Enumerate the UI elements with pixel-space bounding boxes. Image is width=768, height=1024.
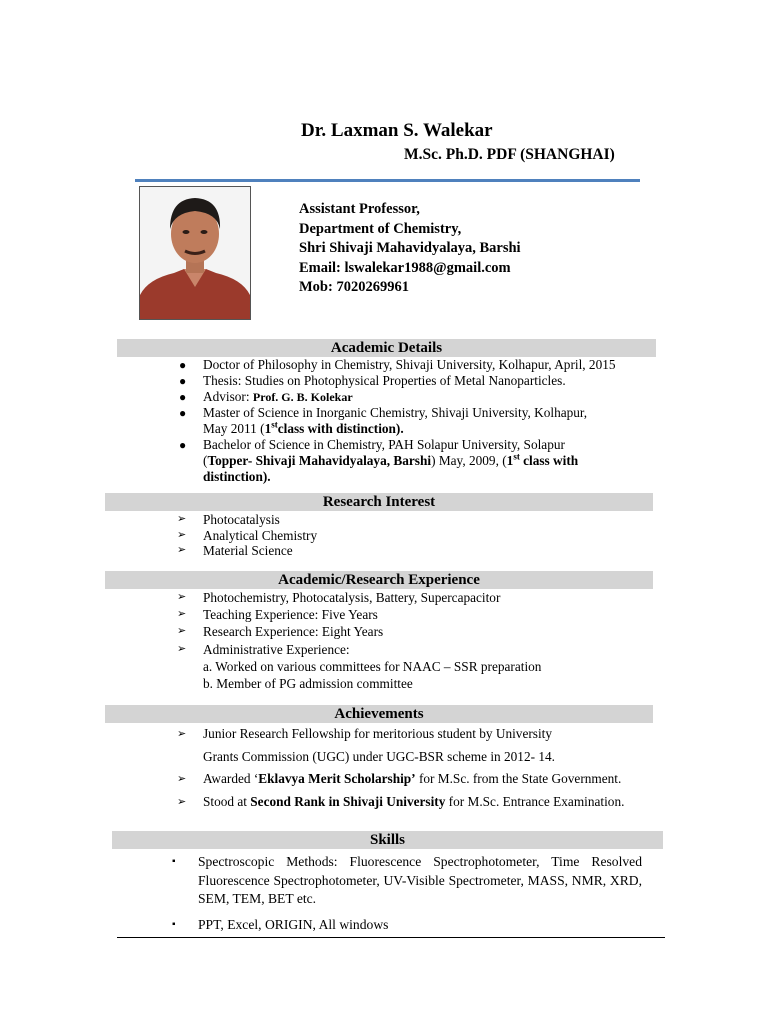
list-item: ● Advisor: Prof. G. B. Kolekar bbox=[179, 389, 353, 404]
achievements-list bbox=[175, 723, 655, 813]
footer-divider bbox=[117, 937, 665, 938]
list-item: ▪ Spectroscopic Methods: Fluorescence Spectrophotometer, Time Resolved Fluorescence Spectrophotometer, UV-Visible Spectrometer, MASS, NMR, XRD, SEM, TEM, BET etc. bbox=[172, 854, 642, 906]
list-item: ➢ Awarded ‘Eklavya Merit Scholarship’ for M.Sc. from the State Government. bbox=[175, 768, 655, 791]
square-bullet-icon: ▪ bbox=[172, 856, 176, 867]
sub-item: a. Worked on various committees for NAAC – SSR preparation bbox=[203, 658, 542, 674]
arrow-bullet-icon: ➢ bbox=[177, 728, 187, 740]
academic-list bbox=[175, 357, 645, 485]
list-item: ➢ Research Experience: Eight Years bbox=[177, 624, 384, 640]
arrow-bullet-icon: ➢ bbox=[177, 795, 187, 808]
position-title: Assistant Professor, bbox=[299, 201, 420, 217]
list-item: ➢ Photochemistry, Photocatalysis, Battery, Supercapacitor bbox=[177, 590, 501, 605]
mobile: Mob: 7020269961 bbox=[299, 279, 409, 295]
list-item: ● Thesis: Studies on Photophysical Properties of Metal Nanoparticles. bbox=[179, 373, 566, 388]
arrow-bullet-icon: ➢ bbox=[177, 544, 187, 556]
research-interest-list bbox=[175, 512, 645, 559]
experience-list bbox=[175, 589, 645, 692]
list-item: ▪ PPT, Excel, ORIGIN, All windows bbox=[172, 916, 642, 935]
arrow-bullet-icon: ➢ bbox=[177, 608, 187, 621]
arrow-bullet-icon: ➢ bbox=[177, 513, 187, 525]
list-item: ➢ Junior Research Fellowship for meritorious student by University Grants Commission (UGC) under UGC-BSR scheme in 2012- 14. bbox=[175, 723, 655, 768]
list-item: ● Doctor of Philosophy in Chemistry, Shivaji University, Kolhapur, April, 2015 bbox=[179, 357, 616, 372]
institution: Shri Shivaji Mahavidyalaya, Barshi bbox=[299, 240, 521, 256]
bullet-icon: ● bbox=[179, 374, 187, 388]
section-header-research-interest: Research Interest bbox=[105, 493, 653, 511]
section-header-skills: Skills bbox=[112, 831, 663, 849]
arrow-bullet-icon: ➢ bbox=[177, 642, 187, 655]
resume-name: Dr. Laxman S. Walekar bbox=[301, 120, 493, 141]
section-header-experience: Academic/Research Experience bbox=[105, 571, 653, 589]
arrow-bullet-icon: ➢ bbox=[177, 625, 187, 638]
bullet-icon: ● bbox=[179, 358, 187, 372]
portrait-image bbox=[140, 187, 250, 319]
list-item: ➢ Teaching Experience: Five Years bbox=[177, 607, 378, 623]
section-header-achievements: Achievements bbox=[105, 705, 653, 723]
profile-photo bbox=[139, 186, 251, 320]
email: Email: lswalekar1988@gmail.com bbox=[299, 259, 511, 276]
square-bullet-icon: ▪ bbox=[172, 918, 176, 930]
bullet-icon: ● bbox=[179, 438, 187, 452]
department: Department of Chemistry, bbox=[299, 220, 462, 237]
list-item: ● Bachelor of Science in Chemistry, PAH Solapur University, Solapur (Topper- Shivaji Mahavidyalaya, Barshi) May, 2009, (1st class with distinction). bbox=[179, 437, 579, 484]
list-item: ➢ Analytical Chemistry bbox=[177, 527, 318, 543]
arrow-bullet-icon: ➢ bbox=[177, 591, 187, 603]
header-divider bbox=[135, 179, 640, 182]
list-item: ➢ Stood at Second Rank in Shivaji University for M.Sc. Entrance Examination. bbox=[175, 791, 655, 814]
arrow-bullet-icon: ➢ bbox=[177, 528, 187, 541]
list-item: ● Master of Science in Inorganic Chemistry, Shivaji University, Kolhapur, May 2011 (1stclass with distinction). bbox=[179, 405, 588, 436]
skills-list bbox=[172, 853, 642, 934]
section-header-academic: Academic Details bbox=[117, 339, 656, 357]
degrees-line: M.Sc. Ph.D. PDF (SHANGHAI) bbox=[404, 146, 615, 163]
list-item: ➢ Material Science bbox=[177, 543, 293, 558]
bullet-icon: ● bbox=[179, 406, 187, 420]
list-item: ➢ Photocatalysis bbox=[177, 512, 280, 527]
bullet-icon: ● bbox=[179, 390, 187, 404]
list-item: ➢ Administrative Experience: a. Worked on various committees for NAAC – SSR preparation b. Member of PG admission committee bbox=[177, 641, 542, 692]
sub-item: b. Member of PG admission committee bbox=[203, 676, 413, 692]
contact-block bbox=[299, 200, 521, 298]
arrow-bullet-icon: ➢ bbox=[177, 773, 187, 785]
